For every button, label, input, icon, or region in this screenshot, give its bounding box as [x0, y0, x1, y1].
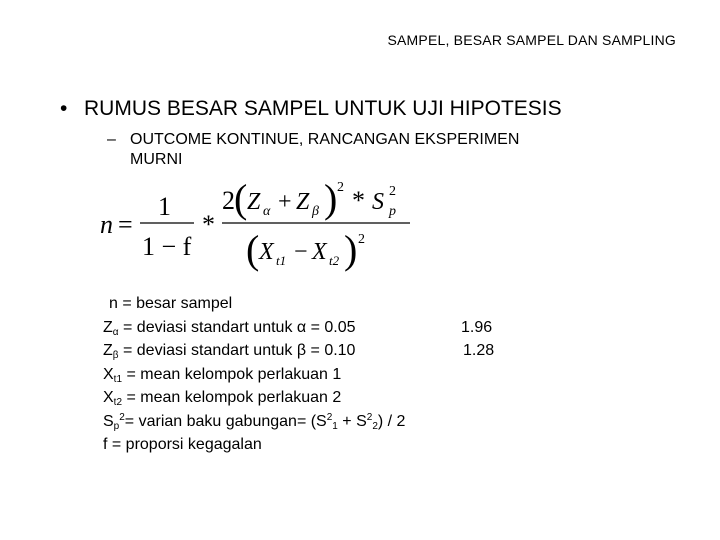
def-z-beta-symbol: Z: [103, 342, 113, 359]
def-z-beta-text: = deviasi standart untuk β = 0.10: [118, 342, 356, 359]
sub-bullet: [107, 130, 667, 170]
def-sp: [103, 410, 405, 434]
formula-x-1: X: [259, 239, 274, 265]
def-xt1: [103, 363, 405, 387]
def-z-alpha-sub: α: [112, 326, 119, 338]
formula-beta-sub: β: [312, 204, 319, 219]
formula-equals: =: [118, 210, 133, 239]
def-xt1-text: = mean kelompok perlakuan 1: [122, 365, 342, 383]
slide-title: SAMPEL, BESAR SAMPEL DAN SAMPLING: [387, 32, 676, 48]
def-sp-plus: + S: [337, 412, 367, 430]
formula-s: S: [372, 189, 384, 215]
def-sp-symbol: S: [103, 412, 114, 430]
def-z-alpha: [103, 316, 493, 340]
sub-bullet-line-1: OUTCOME KONTINUE, RANCANGAN EKSPERIMEN: [130, 131, 520, 148]
formula-paren-close: ): [324, 176, 338, 221]
def-z-beta: [103, 339, 495, 363]
def-xt2: [103, 386, 405, 410]
def-n: n = besar sampel: [109, 295, 233, 312]
main-bullet-text: RUMUS BESAR SAMPEL UNTUK UJI HIPOTESIS: [84, 97, 562, 120]
main-bullet: [60, 97, 562, 121]
def-f: f = proporsi kegagalan: [103, 436, 262, 453]
def-sp-sup: 2: [119, 411, 125, 423]
def-sp-s1-sub: 1: [332, 420, 338, 432]
formula-s-sq: 2: [389, 184, 396, 199]
formula-plus: +: [278, 189, 292, 215]
formula-alpha-sub: α: [263, 204, 271, 219]
formula-times-1: *: [202, 210, 215, 239]
def-z-alpha-symbol: Z: [103, 318, 113, 336]
def-sp-s2-sub: 2: [372, 420, 378, 432]
formula-z-beta: Z: [296, 189, 310, 215]
def-sp-s1-sup: 2: [326, 411, 333, 423]
sub-bullet-dash: –: [107, 131, 116, 148]
formula-denominator-square: 2: [358, 232, 365, 247]
def-xt2-sub: t2: [113, 397, 123, 408]
formula-s-p: p: [389, 204, 396, 219]
def-xt1-symbol: X: [103, 365, 114, 383]
sample-size-formula: [96, 175, 426, 275]
def-z-beta-sub: β: [112, 350, 119, 361]
def-xt2-text: = mean kelompok perlakuan 2: [122, 389, 342, 406]
formula-times-2: *: [352, 186, 365, 215]
formula-paren-close-2: ): [344, 227, 358, 272]
formula-one-minus-f: 1 − f: [142, 232, 192, 261]
sub-bullet-line-2: MURNI: [130, 151, 183, 168]
formula-t2-sub: t2: [329, 253, 340, 268]
formula-paren-open-2: (: [246, 227, 260, 272]
formula-minus: −: [294, 239, 308, 265]
formula-square: 2: [337, 180, 344, 195]
def-z-alpha-text: = deviasi standart untuk α = 0.05: [118, 318, 356, 336]
def-sp-end: ) / 2: [377, 412, 406, 430]
formula-x-2: X: [312, 239, 327, 265]
bullet-symbol: •: [60, 97, 68, 120]
def-xt2-symbol: X: [103, 389, 114, 406]
formula-n: n: [100, 210, 113, 239]
def-xt1-sub: t1: [113, 373, 123, 385]
def-sp-text: = varian baku gabungan= (S: [124, 412, 327, 430]
def-z-beta-value: 1.28: [463, 342, 495, 359]
def-sp-s2-sup: 2: [366, 411, 373, 423]
formula-two: 2: [222, 186, 235, 215]
formula-numerator-one: 1: [158, 192, 171, 221]
def-z-alpha-value: 1.96: [461, 318, 493, 336]
formula-t1-sub: t1: [276, 253, 287, 268]
definitions-list: [103, 292, 495, 457]
formula-paren-open: (: [234, 176, 248, 221]
formula-z-alpha: Z: [247, 189, 261, 215]
def-sp-sub: p: [113, 420, 120, 432]
